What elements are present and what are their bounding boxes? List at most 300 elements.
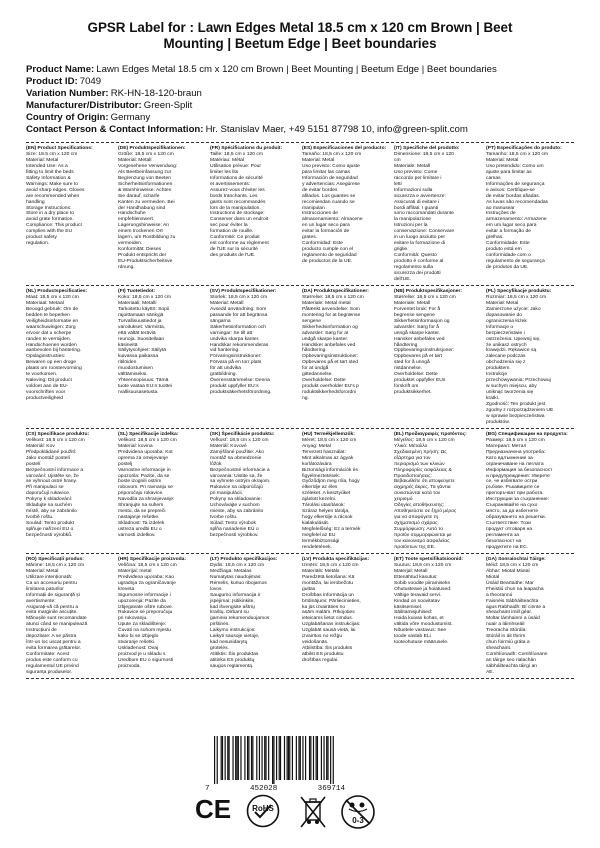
language-block-header: (SV) Produktspecifikationer: [210, 288, 277, 294]
language-block-line: Biztonsági információk és [302, 467, 358, 473]
language-block-line: obchodzenia się z [486, 360, 526, 366]
language-block-line: се, че избягвате остри [486, 479, 538, 485]
language-block-line: προϊόντων της ΕΕ. [394, 544, 436, 550]
language-block-line: lors de la manipulation. [210, 205, 261, 211]
language-block-line: Suurus: 18,5 cm x 120 cm [394, 562, 452, 568]
language-block-line: saugos reglamentą. [210, 664, 254, 670]
language-block-header: (EL) Προδιαγραφές προϊόντος: [394, 431, 467, 437]
language-block-line: tuote vastaa EU:n tuottei [118, 384, 173, 390]
language-block-header: (CS) Specifikace produktu: [26, 431, 90, 437]
language-block-line: ograniczenia łóżek [486, 318, 527, 324]
language-block-line: la manipolazione [394, 217, 432, 223]
language-block-line: chun foirmiú gráta a [486, 640, 530, 646]
language-block-line: regulamentul UE privind [26, 664, 79, 670]
language-block-line: Sigurnosne informacije i [118, 592, 171, 598]
language-block-line: Информация за безопасност [486, 467, 553, 473]
language-block-line: Conformidade: Este [486, 241, 530, 247]
language-block-line: prodotto è conforme al [394, 259, 444, 265]
barcode-bar [280, 736, 281, 780]
language-block-line: sheachaint imill géar. [486, 610, 533, 616]
language-block-line: Drošības informācija un [302, 592, 354, 598]
spec-row [26, 143, 574, 285]
language-block-line: Oppbevaringsinstruksjoner: [394, 348, 455, 354]
language-block-line: zalecane podczas [486, 354, 526, 360]
language-block-line: raccordo per limitare i [394, 175, 442, 181]
barcode-bar [248, 736, 249, 780]
language-block-line: rvallisuusasetusta. [118, 390, 159, 396]
language-block-line: Čuvati na suhom mjestu [118, 628, 171, 634]
language-block-line: krawędzi. Rękawice są [486, 348, 537, 354]
language-block-line: avoid sharp edges. Gloves [26, 187, 85, 193]
language-block-line: gants sont recommandés [210, 199, 266, 205]
language-block-line: evitare la formazione di [394, 241, 446, 247]
language-block-line: Moltar lámhainní a úsáid [486, 616, 540, 622]
barcode-bar [309, 736, 310, 780]
language-block-line: Medžiaga: Metalas [210, 568, 252, 574]
barcode-bar [302, 736, 303, 780]
language-block-line: безопасност на [486, 539, 522, 544]
language-block-line: käsineitä [118, 342, 138, 348]
language-block-line: evitar a formação de [486, 229, 532, 235]
barcode-bar [240, 736, 241, 780]
language-block-line: Conformidad: Este [302, 241, 343, 247]
language-block-line: Bezpečnostné informácie a [210, 467, 270, 473]
language-block-line: Säilytysohjeet: Säilytä [118, 348, 167, 354]
language-block-line: Predvidena uporaba: Kot [118, 449, 173, 455]
language-block-line: lagern, um Rostbildung zu [118, 235, 176, 241]
language-block-line: gultas [302, 586, 316, 592]
language-block-line: grates. [302, 235, 318, 241]
language-block-line: τον κανονισμό ασφαλείας [394, 539, 450, 544]
language-block-line: bezpečnosti výrobkov. [210, 533, 259, 539]
language-block-line: Assurez-vous d'éviter les [210, 187, 265, 193]
language-block-line: de productos de la UE. [302, 259, 353, 265]
language-block-line: oprema za omejevanje [118, 455, 168, 461]
language-block-line: Súlad: Tento výrobok [210, 521, 257, 527]
language-block-line: proizvod je u skladu s [118, 652, 166, 658]
language-block-header: (HU) Termékjellemzők: [302, 431, 355, 437]
language-block-line: atbilst ES produktu [302, 652, 344, 658]
language-block-line: regolamento sulla [394, 265, 433, 271]
language-block-header: (FR) Spécifications du produit: [210, 146, 283, 151]
language-block-line: gaminiu rekomenduojamos [210, 616, 270, 622]
barcode-bar [323, 736, 324, 780]
language-block-line: Tervezett használat: [302, 449, 346, 455]
language-block-line: upozorenja: Pazite da [118, 598, 166, 604]
language-block-line: varování: Ujistěte se, že [26, 473, 79, 479]
language-block-line: est conforme au règlement [210, 241, 269, 247]
language-block-line: Størrelse: 18,5 cm x 120 cm [394, 294, 456, 300]
language-block-line: undgå skarpe kanter. [302, 336, 349, 342]
language-block-line: Säkerhetsinformation och [210, 324, 266, 330]
language-block-line: Instrucciones de [302, 211, 338, 217]
language-block-line: Tarkoitettu käyttö: Sopii [118, 306, 170, 312]
language-block [118, 286, 206, 428]
language-block-line: lôžok [210, 461, 222, 467]
language-block-line: Dydis: 18,5 cm x 120 cm [210, 562, 265, 568]
language-block-line: Lagerungshinweise: An [118, 223, 170, 229]
dashed-divider [26, 678, 574, 679]
language-block-line: producto cumple con el [302, 247, 354, 253]
language-block-line: Bezpečnostní informace a [26, 467, 84, 473]
age-warning-text: 0-3 [352, 816, 364, 825]
language-block [118, 429, 206, 553]
barcode-numbers [205, 785, 345, 793]
language-block-line: regulation. [26, 241, 50, 247]
barcode-bar [287, 736, 288, 780]
language-specifications [26, 142, 574, 679]
language-block-line: handling [26, 199, 45, 205]
product-id-row: Product ID: 7049 [26, 76, 102, 87]
language-block-line: Conformitate: Acest [26, 652, 70, 658]
weee-icon [298, 794, 328, 830]
language-block-line: Safety Information & [26, 175, 71, 181]
language-block-line: Materiał: Metal [486, 300, 519, 306]
barcode-bar [279, 736, 280, 780]
language-block-line: Sikkerhedsinformation og [302, 324, 358, 330]
language-block-line: продукт отговаря на [486, 527, 533, 533]
language-block-line: Σχεδιασμένη Χρήση: Ως [394, 449, 447, 455]
barcode-bar [289, 736, 290, 780]
language-block-line: y advertencias: Asegúrese [302, 181, 360, 187]
barcode-bar [252, 736, 253, 780]
barcode-bar [330, 736, 331, 784]
barcode-digits-middle: 452028 [249, 785, 278, 793]
language-block-line: produs este conform cu [26, 658, 78, 664]
barcode-bar [264, 736, 265, 780]
language-block-line: Tárolási utasítások: [302, 503, 345, 509]
language-block-line: Instrucțiuni de [26, 628, 57, 634]
language-block [118, 143, 206, 285]
language-block-line: veidošanās. [302, 640, 329, 646]
language-block-line: splňuje nařízení EU o [26, 527, 74, 533]
language-block-line: montāža, lai ierobežotu [302, 580, 354, 586]
language-block-line: регламента за [486, 533, 520, 539]
language-block-line: Material: Metal [486, 157, 519, 163]
language-block-line: ieteicams lietot cimdus. [302, 616, 354, 622]
language-block-line: Instruções de [486, 211, 516, 217]
language-block-line: Uzglabāt sausā vietā, lai [302, 628, 356, 634]
barcode-bar [236, 736, 237, 780]
language-block-line: Jako montáž postelí [26, 455, 70, 461]
language-block-header: (GA) Sonraíochtaí Táirge: [486, 556, 546, 562]
language-block-line: waarschuwingen: Zorg [26, 324, 76, 330]
language-block-line: Materiál: Kovové [210, 443, 247, 449]
language-block [210, 143, 298, 285]
language-block-line: Méid: 18,5 cm x 120 cm [486, 562, 539, 568]
language-block-line: Warnings: Make sure to [26, 181, 78, 187]
language-block-line: Předpokládané použití: [26, 449, 77, 455]
language-block-line: Vorgesehene Verwendung: [118, 163, 178, 169]
language-block-line: Uso previsto: Come [394, 169, 438, 175]
language-block-header: (LT) Produkto specifikacijos: [210, 556, 278, 562]
language-block-line: cm [394, 157, 401, 163]
language-block [394, 286, 482, 428]
language-block-line: avoid grate formation. [26, 217, 74, 223]
language-block-line: Opbevares på et tørt sted [302, 360, 358, 366]
language-block-line: regulamento de segurança [486, 259, 545, 265]
language-block-line: Storlek: 18,5 cm x 120 cm [210, 294, 268, 300]
language-block [486, 286, 574, 428]
language-block-line: Avsedd användning: Som [210, 306, 267, 312]
language-block-line: passande för att begränsa [210, 312, 268, 318]
language-block [210, 286, 298, 428]
language-block-line: kad nesusidarytų [210, 640, 248, 646]
language-block-line: Predviđena uporaba: Kao [118, 574, 175, 580]
language-block-line: széleket. A kesztyűket [302, 491, 351, 497]
language-block-line: Laikymo instrukcijos: [210, 628, 256, 634]
language-block [26, 286, 114, 428]
language-block-line: Naleving: Dit product [26, 378, 72, 384]
language-block-header: (IT) Specifiche del prodotto: [394, 146, 460, 151]
language-block-line: sábháilteachta táirgí an [486, 664, 538, 670]
language-block-line: Πληροφορίες ασφάλειας & [394, 467, 452, 473]
language-block-line: vermeiden. [118, 241, 143, 247]
language-block-line: EU-Produktsicherheitsve [118, 259, 173, 265]
language-block-line: reunoja. Suositellaan [118, 336, 165, 342]
language-block-line: Kanten zu vermeiden. Bei [118, 199, 175, 205]
language-block-line: Při manipulaci se [26, 485, 64, 491]
language-block-header: (SL) Specifikacije izdelka: [118, 431, 179, 437]
language-block-line: siguranța produselor. [26, 670, 73, 676]
language-block-line: Uchovávajte v suchom [210, 503, 260, 509]
barcode-bar [273, 736, 274, 784]
language-block [486, 554, 574, 678]
language-block-line: grotelės. [210, 646, 229, 652]
language-block-line: για να αποφύγετε τη [394, 515, 439, 521]
language-block-line: kratki. [486, 396, 500, 402]
language-block-line: Materiale: Metal metal [302, 300, 351, 306]
barcode-bar [221, 736, 222, 780]
language-block-line: & Warnhinweise: Achten [118, 187, 172, 193]
language-block-line: figyelmeztetések: [302, 473, 341, 479]
language-block-header: (DA) Produktspecifikationer: [302, 288, 369, 294]
language-block-line: Veiligheidsinformatie en [26, 318, 79, 324]
language-block-line: håndtering [394, 342, 418, 348]
language-block-line: para limitar las camas [302, 169, 351, 175]
language-block-line: bezpieczeństwie i [486, 330, 525, 336]
language-block-line: evita marginile ascuțite. [26, 610, 78, 616]
language-block-line: se vyhnout ostré hrany. [26, 479, 77, 485]
language-block-line: Treoracha Stórála: [486, 628, 527, 634]
language-block-line: Oppbevares på et tørt [394, 354, 443, 360]
language-block-line: kialakulását. [302, 521, 330, 527]
language-block-line: kraštų. Dirbant su [210, 610, 249, 616]
manufacturer-row: Manufacturer/Distributor: Green-Split [26, 100, 193, 111]
language-block-line: Konformität: Dieses [118, 247, 162, 253]
language-block-line: Съхранявайте на сухо [486, 503, 538, 509]
language-block-line: ao manusear [486, 205, 515, 211]
language-block-line: Materiale: Metall [394, 163, 431, 169]
language-block-line: sted for å unngå [394, 360, 430, 366]
language-block-line: Rukavice sa odporúčajú [210, 485, 263, 491]
language-block-header: (NL) Productspecificaties: [26, 288, 88, 294]
language-block-line: varnosti izdelkov. [118, 533, 156, 539]
barcode-bar [288, 736, 289, 780]
language-block-line: Forventet bruk: For å [394, 306, 441, 312]
language-block-line: agus Rabhaidh: Bí cinnte a [486, 604, 546, 610]
language-block-line: griglie. [394, 247, 409, 253]
language-block-line: Produkt entspricht der [118, 253, 167, 259]
language-block-line: roduktsikkerhedsforordni [302, 390, 357, 396]
language-block-line: sängarna [210, 318, 231, 324]
language-block-line: proizvoda. [118, 664, 141, 670]
language-block-line: a theorannú [486, 592, 513, 598]
language-block-line: Saugumo informacija ir [210, 592, 261, 598]
language-block-line: uniknąć tworzenia się [486, 390, 534, 396]
language-block-line: depozitare: A se păstra [26, 634, 77, 640]
language-block-line: w suchym miejscu, aby [486, 384, 537, 390]
language-block-line: Yhteensopivuus: Tämä [118, 378, 169, 384]
language-block-line: Rėmelis, kuriuo ribojamos [210, 580, 267, 586]
language-block-line: vid hantering. [210, 348, 240, 354]
language-block-line: Handskar rekommenderas [210, 342, 269, 348]
barcode-bar [261, 736, 262, 780]
language-block-line: Istruzioni per la [394, 223, 428, 229]
language-block-line: препоръчват при работа. [486, 491, 544, 497]
barcode-bar [235, 736, 236, 780]
age-warning-icon [340, 794, 376, 830]
barcode-bar [227, 736, 228, 780]
language-block-line: undvika skarpa kanter. [210, 336, 260, 342]
language-block-line: voldoet aan de EU- [26, 384, 69, 390]
language-block-line: rendeletének. [302, 544, 332, 550]
language-block-line: tvorbe roštu. [210, 515, 238, 521]
language-block-line: Taille: 18,5 cm x 120 cm [210, 151, 263, 157]
language-block-line: Veľkosť: 18,5 cm x 120 cm [210, 437, 269, 443]
language-block-line: Comhlíonadh: Comhlíonann [486, 652, 548, 658]
language-block-line: Материал: Метал [486, 443, 527, 449]
language-block-line: forskrift om [394, 384, 419, 390]
language-block-line: kad išvengsite aštrių [210, 604, 255, 610]
language-block-line: atitinka ES produktų [210, 658, 255, 664]
barcode-bar [300, 736, 301, 780]
language-block-line: begrense sengene [394, 312, 435, 318]
language-block-line: gittedannelse. [302, 372, 333, 378]
language-block-line: recomiendan cuando se [302, 199, 355, 205]
language-block-line: vältida võre moodustumist. [394, 622, 453, 628]
language-block-line: kuivassa paikassa [118, 354, 159, 360]
language-block-header: (RO) Specificații produs: [26, 556, 84, 562]
language-block-line: Material: Metal [26, 157, 59, 163]
language-block-line: Προειδοποιήσεις: [394, 473, 432, 479]
language-block-line: Инструкции за съхранение: [486, 497, 550, 503]
language-block-line: varningar: Se till att [210, 330, 253, 336]
barcode-bar [251, 736, 252, 780]
barcode-bar [298, 736, 299, 780]
barcode-bar [268, 736, 269, 780]
barcode-bar [313, 736, 314, 780]
language-block-line: AE. [486, 670, 494, 676]
language-block-line: Mint alkalmas az ágyak [302, 455, 354, 461]
language-block-line: ajánlott kezelni. [302, 497, 337, 503]
language-block-line: Αποθηκεύστε σε ξηρό μέρος [394, 509, 457, 515]
barcode-bar [292, 736, 293, 780]
language-block-line: Förvara på en torr plats [210, 360, 262, 366]
language-block-line: într-un loc uscat pentru a [26, 640, 81, 646]
language-block-line: Intended Use: As a [26, 163, 68, 169]
language-block-line: et avertissements: [210, 181, 251, 187]
language-block-line: Handschoenen worden [26, 342, 77, 348]
language-block-line: Handschuhe [118, 211, 146, 217]
language-block-line: varovania: Uistite sa, že [210, 473, 263, 479]
language-block-line: Beoogd gebruik: Om de [26, 306, 79, 312]
language-block [26, 554, 114, 678]
language-block-line: Usklađenost: Ovaj [118, 646, 159, 652]
language-block-line: Turvallisuustiedot ja [118, 318, 162, 324]
language-block-line: Uso pretendido: Como um [486, 163, 544, 169]
language-block-line: Tamanho: 18,5 cm x 120 cm [486, 151, 549, 157]
language-block-line: Instrukcje [486, 372, 508, 378]
language-block-line: Material: kovina [118, 443, 153, 449]
language-block-header: (HR) Specifikacije proizvoda: [118, 556, 187, 562]
language-block-header: (PT) Especificações do produto: [486, 146, 562, 151]
language-block-line: Materijal: metal [118, 568, 152, 574]
language-block-header: (BG) Спецификации на продукта: [486, 431, 568, 437]
barcode-bar [305, 736, 306, 780]
language-block [302, 554, 390, 678]
language-block [486, 143, 574, 285]
barcode-bar [259, 736, 260, 780]
language-block-line: evitar la formación de [302, 229, 350, 235]
barcode-digits-right: 369714 [317, 785, 345, 793]
language-block-line: dopasowanie do [486, 312, 522, 318]
language-block-line: περιορισμό των κλινών [394, 461, 445, 467]
language-block-line: Úsáid Beartaithe: Mar [486, 580, 534, 586]
language-block-line: Méret: 18,5 cm x 120 cm [302, 437, 357, 443]
language-block-line: Materiaal: Metaal [26, 300, 64, 306]
language-block-line: Opbevaringsinstruktioner: [302, 354, 359, 360]
language-block-line: pirštinės. [210, 622, 230, 628]
language-block-line: Ettenähtud kasutus: [394, 574, 438, 580]
language-block-line: Skladnost: Ta izdelek [118, 521, 165, 527]
language-block-line: mieste, aby sa zabránilo [210, 509, 264, 515]
language-block-line: zgodny z rozporządzeniem UE [486, 407, 554, 413]
language-block-line: produktsäkerhetsförordning. [210, 390, 272, 396]
language-block-line: Varnostne informacije in [118, 467, 171, 473]
language-block-line: Uzglabāšanas instrukcijas: [302, 622, 361, 628]
language-block-line: de l'UE sur la sécurité [210, 247, 258, 253]
language-block-line: kako bi se izbjeglo [118, 634, 159, 640]
language-block-line: że unikasz ostrych [486, 342, 527, 348]
language-block-line: Dimensione: 18,5 cm x 120 [394, 151, 454, 157]
language-block-line: As luvas são recomendadas [486, 199, 549, 205]
language-block [394, 429, 482, 553]
language-block-line: drošības regulai. [302, 658, 339, 664]
country-row: Country of Origin: Germany [26, 112, 151, 123]
language-block-line: Anyag: Metal [302, 443, 331, 449]
language-block-line: Materjal: Metall [394, 568, 428, 574]
language-block-line: Informations de sécurité [210, 175, 263, 181]
spec-row [26, 286, 574, 428]
language-block-line: doporučují rukavice. [26, 491, 71, 497]
language-block-line: Sikkerhetsinformasjon og [394, 318, 450, 324]
language-block-line: Pokyny k skladování: [26, 497, 73, 503]
spec-row [26, 429, 574, 553]
language-block-line: kreveta [118, 586, 135, 592]
language-block-line: Materiál: Kov [26, 443, 55, 449]
language-block-line: atunci când se manipulează [26, 622, 88, 628]
language-block-line: Bewaren op een droge [26, 360, 76, 366]
ce-mark-text: CE [194, 794, 232, 824]
language-block-line: elkerülje az éles [302, 485, 338, 491]
language-block [486, 429, 574, 553]
language-block-line: Material: Metal [26, 568, 59, 574]
language-block-line: Förvaringsinstruktioner: [210, 354, 262, 360]
language-block-line: σχηματισμό σχάρας. [394, 521, 439, 527]
language-block-line: hogy elkerülje a rácsok [302, 515, 353, 521]
language-block-header: (NB) Produktspesifikasjoner: [394, 288, 463, 294]
